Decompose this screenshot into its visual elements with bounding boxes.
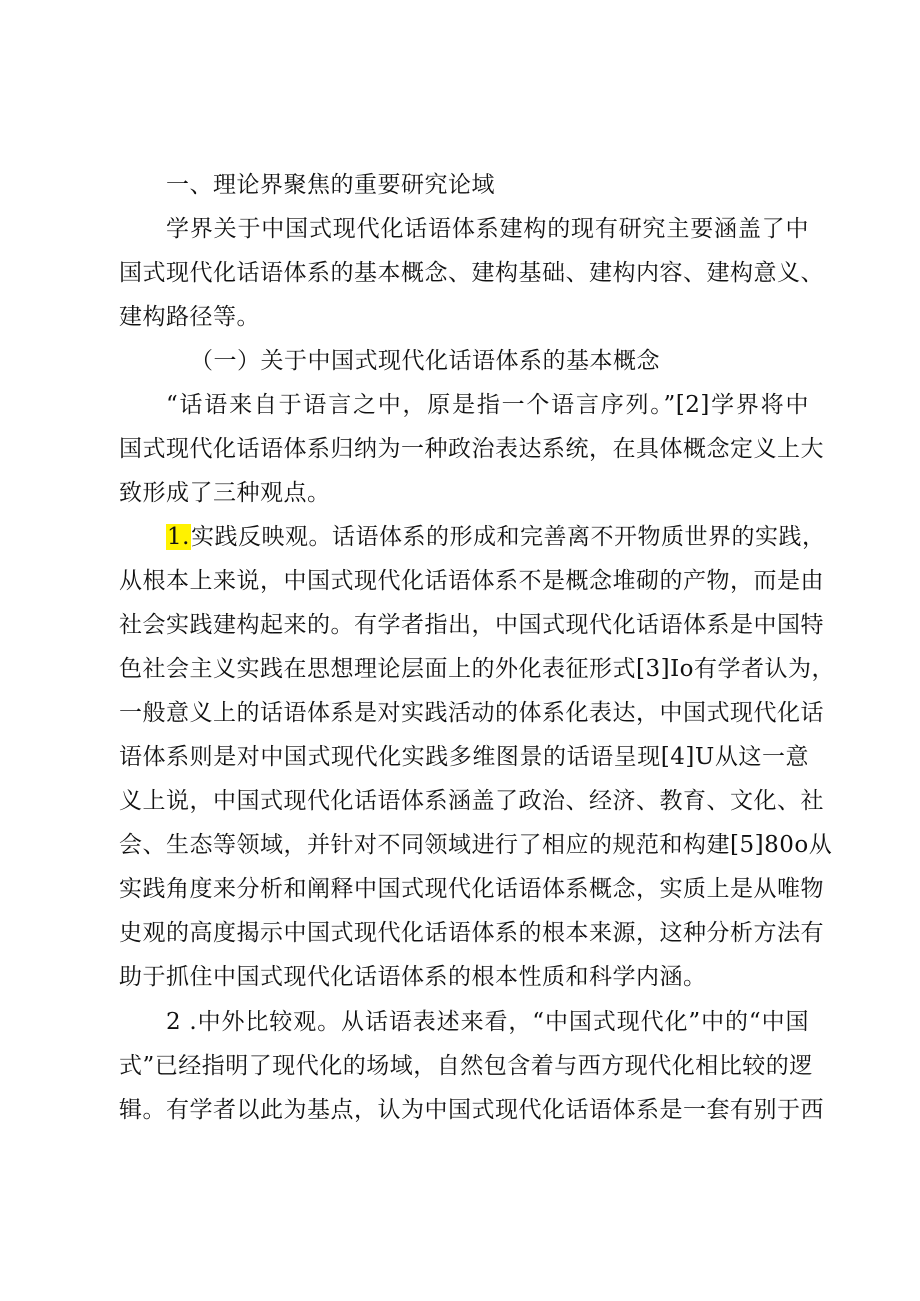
paragraph-line: 国式现代化话语体系归纳为一种政治表达系统，在具体概念定义上大 bbox=[119, 436, 824, 462]
paragraph-line-text: 实践反映观。话语体系的形成和完善离不开物质世界的实践， bbox=[190, 524, 826, 550]
paragraph-line: 史观的高度揭示中国式现代化话语体系的根本来源，这种分析方法有 bbox=[119, 920, 824, 946]
paragraph-line: 语体系则是对中国式现代化实践多维图景的话语呈现[4]U从这一意 bbox=[119, 744, 809, 770]
section-heading: 一、理论界聚焦的重要研究论域 bbox=[166, 172, 495, 198]
paragraph-line: 学界关于中国式现代化话语体系建构的现有研究主要涵盖了中 bbox=[166, 216, 809, 242]
paragraph-line: 色社会主义实践在思想理论层面上的外化表征形式[3]Io有学者认为， bbox=[119, 656, 836, 682]
highlighted-list-marker: 1. bbox=[167, 524, 190, 550]
paragraph-line: 义上说，中国式现代化话语体系涵盖了政治、经济、教育、文化、社 bbox=[119, 788, 824, 814]
paragraph-line: 辑。有学者以此为基点，认为中国式现代化话语体系是一套有别于西 bbox=[119, 1097, 824, 1123]
paragraph-line: 会、生态等领域，并针对不同领域进行了相应的规范和构建[5]80o从 bbox=[119, 832, 833, 858]
paragraph-line: 从根本上来说，中国式现代化话语体系不是概念堆砌的产物，而是由 bbox=[119, 568, 824, 594]
paragraph-line: 国式现代化话语体系的基本概念、建构基础、建构内容、建构意义、 bbox=[119, 260, 824, 286]
paragraph-line: 2 .中外比较观。从话语表述来看，“中国式现代化”中的“中国 bbox=[166, 1009, 809, 1035]
paragraph-line: 致形成了三种观点。 bbox=[119, 480, 331, 506]
paragraph-line: 一般意义上的话语体系是对实践活动的体系化表达，中国式现代化话 bbox=[119, 700, 824, 726]
paragraph-line: 社会实践建构起来的。有学者指出，中国式现代化话语体系是中国特 bbox=[119, 612, 824, 638]
paragraph-first-line bbox=[166, 522, 826, 552]
paragraph-line: 式”已经指明了现代化的场域，自然包含着与西方现代化相比较的逻 bbox=[119, 1053, 813, 1079]
paragraph-line: 助于抓住中国式现代化话语体系的根本性质和科学内涵。 bbox=[119, 964, 707, 990]
subsection-heading: （一）关于中国式现代化话语体系的基本概念 bbox=[190, 348, 660, 374]
paragraph-line: “话语来自于语言之中，原是指一个语言序列。”[2]学界将中 bbox=[166, 392, 809, 418]
paragraph-line: 建构路径等。 bbox=[119, 304, 260, 330]
paragraph-line: 实践角度来分析和阐释中国式现代化话语体系概念，实质上是从唯物 bbox=[119, 876, 824, 902]
